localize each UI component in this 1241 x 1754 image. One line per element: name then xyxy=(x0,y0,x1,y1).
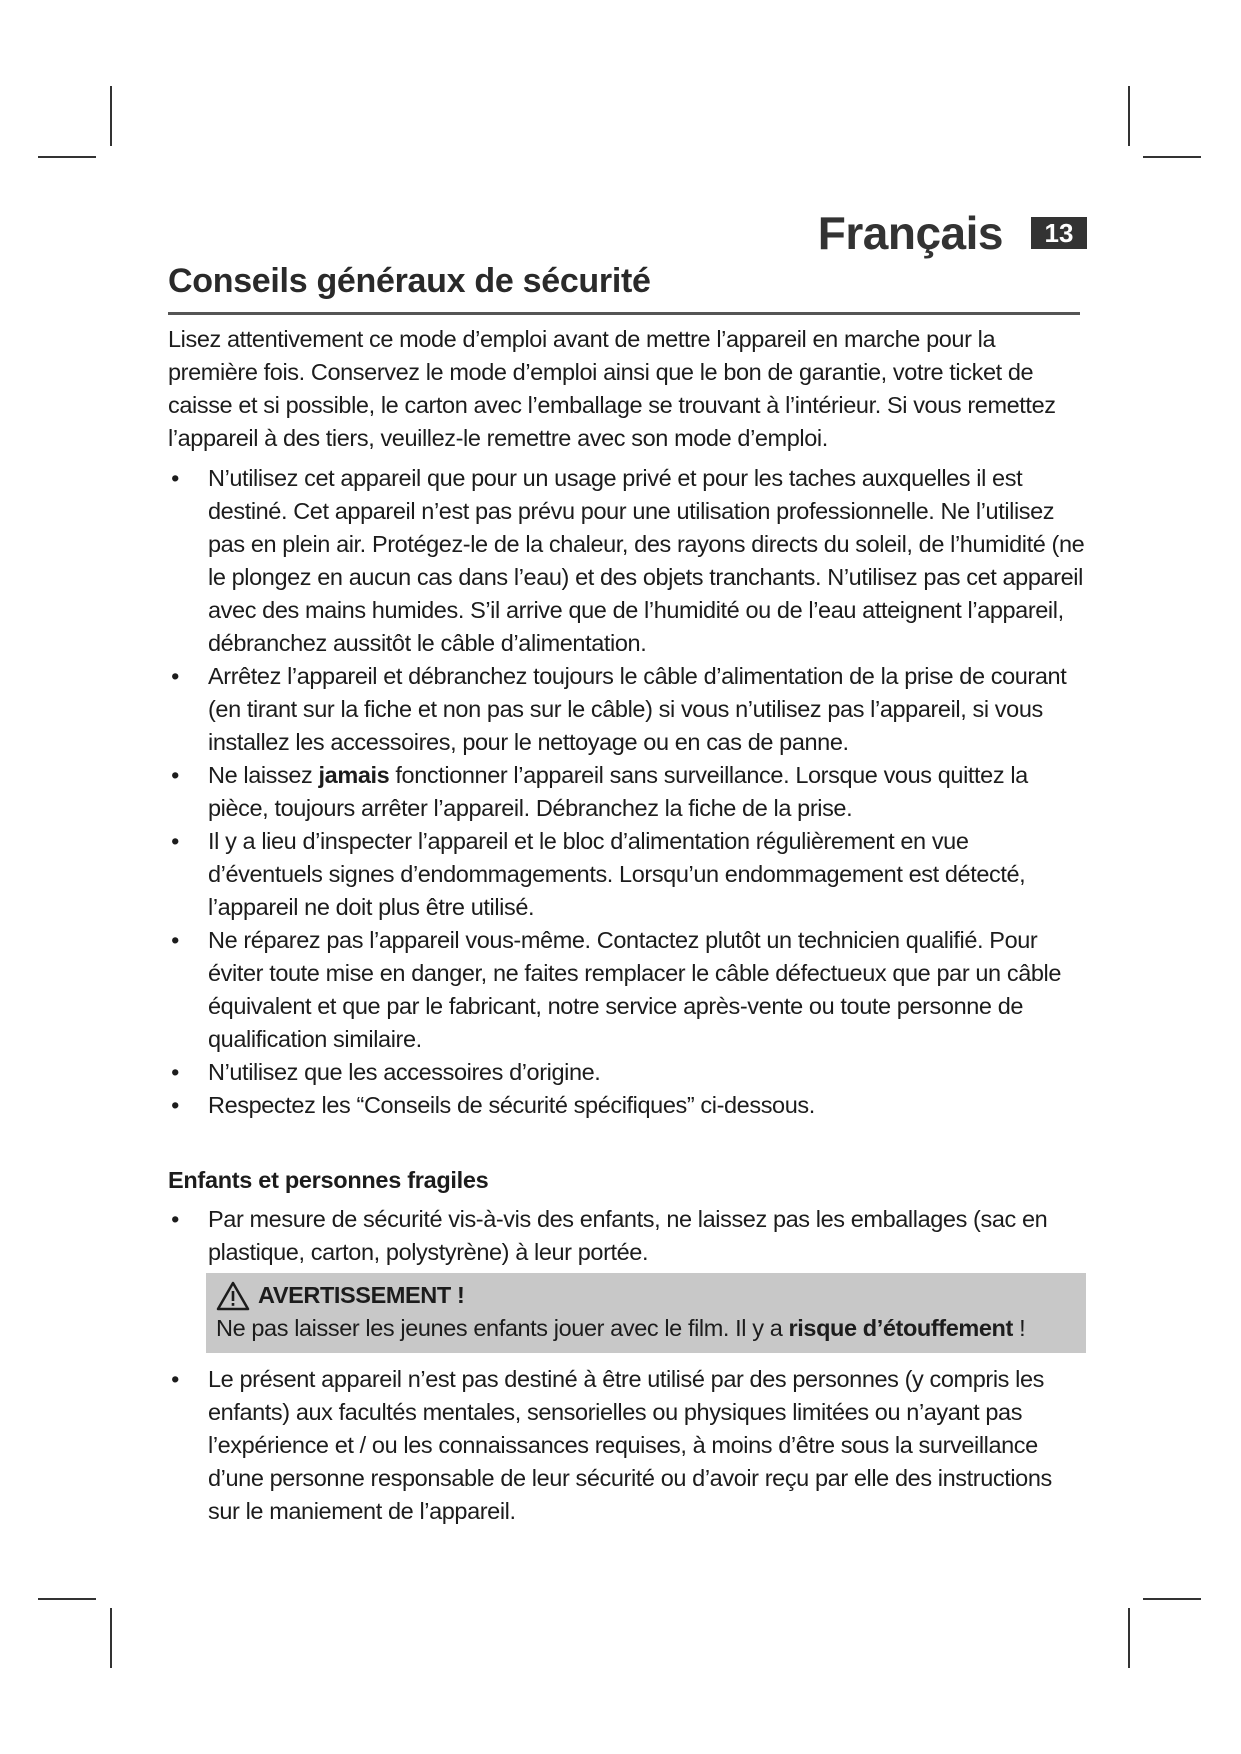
crop-mark xyxy=(38,156,96,158)
bullet: • xyxy=(171,1092,179,1118)
crop-mark xyxy=(38,1598,96,1600)
emphasis: jamais xyxy=(318,762,390,788)
page-header xyxy=(818,206,1087,260)
title-rule xyxy=(168,312,1080,315)
page-number-badge: 13 xyxy=(1031,217,1087,249)
bullet: • xyxy=(171,1366,179,1392)
bullet: • xyxy=(171,1206,179,1232)
crop-mark xyxy=(1143,1598,1201,1600)
list-item: • N’utilisez cet appareil que pour un usage privé et pour les taches auxquelles il est destiné. Cet appareil n’est pas prévu pour une utilisation professionnelle. Ne l’utilisez pas en plein air. Protégez-le de la chaleur, des rayons directs du soleil, de l’humidité (ne le plongez en aucun cas dans l’eau) et des objets tranchants. N’utilisez pas cet appareil avec des mains humides. S’il arrive que de l’humidité ou de l’eau atteignent l’appareil, débranchez aussitôt le câble d’alimentation. xyxy=(168,462,1086,660)
crop-mark xyxy=(110,1608,112,1668)
children-safety-list-continued xyxy=(168,1363,1086,1528)
language-label: Français xyxy=(817,207,1003,259)
list-item: • N’utilisez que les accessoires d’origine. xyxy=(168,1056,1086,1089)
warning-box xyxy=(206,1273,1086,1353)
crop-mark xyxy=(1128,1608,1130,1668)
list-item: • Par mesure de sécurité vis-à-vis des enfants, ne laissez pas les emballages (sac en plastique, carton, polystyrène) à leur portée. xyxy=(168,1203,1086,1269)
bullet: • xyxy=(171,927,179,953)
crop-mark xyxy=(110,86,112,146)
bullet: • xyxy=(171,465,179,491)
crop-mark xyxy=(1128,86,1130,146)
list-item: • Ne réparez pas l’appareil vous-même. Contactez plutôt un technicien qualifié. Pour éviter toute mise en danger, ne faites remplacer le câble défectueux que par un câble équivalent et que par le fabricant, notre service après-vente ou toute personne de qualification similaire. xyxy=(168,924,1086,1056)
bullet: • xyxy=(171,762,179,788)
children-heading: Enfants et personnes fragiles xyxy=(168,1167,489,1193)
warning-triangle-icon xyxy=(216,1281,250,1311)
list-item: • Ne laissez jamais fonctionner l’appareil sans surveillance. Lorsque vous quittez la pièce, toujours arrêter l’appareil. Débranchez la fiche de la prise. xyxy=(168,759,1086,825)
bullet: • xyxy=(171,663,179,689)
intro-paragraph: Lisez attentivement ce mode d’emploi avant de mettre l’appareil en marche pour la première fois. Conservez le mode d’emploi ainsi que le bon de garantie, votre ticket de caisse et si possible, le carton avec l’emballage se trouvant à l’intérieur. Si vous remettez l’appareil à des tiers, veuillez-le remettre avec son mode d’emploi. xyxy=(168,326,1056,451)
document-body xyxy=(168,323,1086,1528)
crop-mark xyxy=(1143,156,1201,158)
bullet: • xyxy=(171,828,179,854)
section-title: Conseils généraux de sécurité xyxy=(168,262,651,300)
list-item: • Le présent appareil n’est pas destiné à être utilisé par des personnes (y compris les enfants) aux facultés mentales, sensorielles ou physiques limitées ou n’ayant pas l’expérience et / ou les connaissances requises, à moins d’être sous la surveillance d’une personne responsable de leur sécurité ou d’avoir reçu par elle des instructions sur le maniement de l’appareil. xyxy=(168,1363,1086,1528)
children-safety-list xyxy=(168,1203,1086,1269)
general-safety-list xyxy=(168,462,1086,1122)
warning-title: AVERTISSEMENT ! xyxy=(216,1279,1076,1312)
list-item: • Respectez les “Conseils de sécurité spécifiques” ci-dessous. xyxy=(168,1089,1086,1122)
warning-emphasis: risque d’étouffement xyxy=(788,1315,1013,1341)
bullet: • xyxy=(171,1059,179,1085)
list-item: • Arrêtez l’appareil et débranchez toujours le câble d’alimentation de la prise de courant (en tirant sur la fiche et non pas sur le câble) si vous n’utilisez pas l’appareil, si vous installez les accessoires, pour le nettoyage ou en cas de panne. xyxy=(168,660,1086,759)
list-item: • Il y a lieu d’inspecter l’appareil et le bloc d’alimentation régulièrement en vue d’éventuels signes d’endommagements. Lorsqu’un endommagement est détecté, l’appareil ne doit plus être utilisé. xyxy=(168,825,1086,924)
warning-text: Ne pas laisser les jeunes enfants jouer avec le film. Il y a risque d’étouffement ! xyxy=(216,1315,1026,1341)
